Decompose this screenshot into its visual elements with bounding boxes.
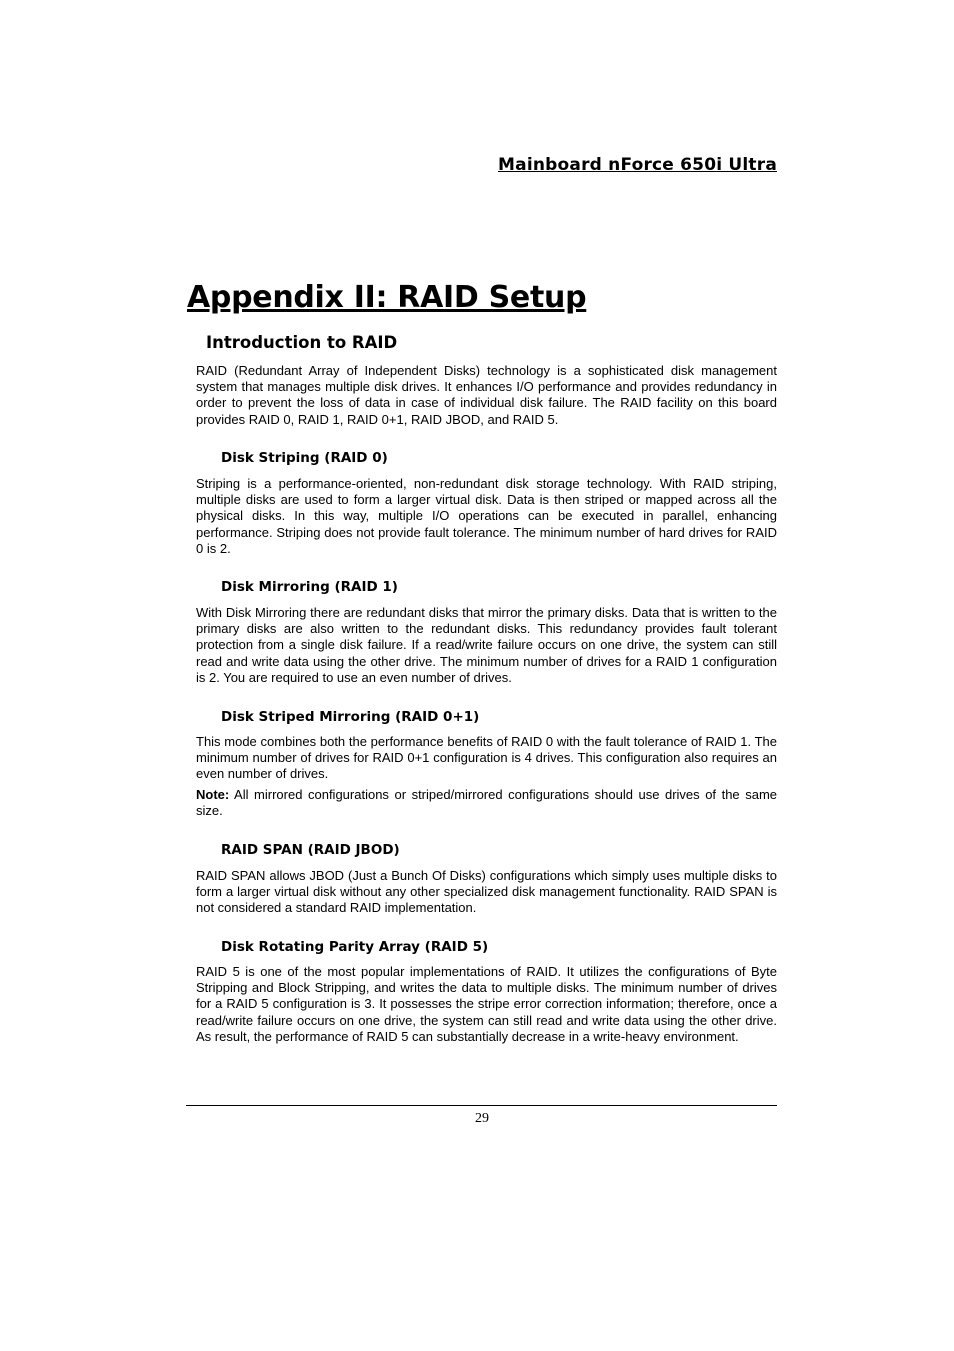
raid01-heading: Disk Striped Mirroring (RAID 0+1) [221,709,480,725]
footer-rule [186,1105,777,1106]
jbod-heading: RAID SPAN (RAID JBOD) [221,842,400,858]
intro-heading: Introduction to RAID [206,333,398,352]
raid5-heading: Disk Rotating Parity Array (RAID 5) [221,939,489,955]
raid0-paragraph: Striping is a performance-oriented, non-redundant disk storage technology. With RAID striping, multiple disks are used to form a larger virtual disk. Data is then striped or mapped across all the physical disks. In this way, multiple I/O operations can be executed in parallel, enhancing performance. Striping does not provide fault tolerance. The minimum number of hard drives for RAID 0 is 2. [196,476,777,556]
jbod-paragraph: RAID SPAN allows JBOD (Just a Bunch Of Disks) configurations which simply uses multiple disks to form a larger virtual disk without any other specialized disk management functionality. RAID SPAN is not considered a standard RAID implementation. [196,868,777,916]
page-number: 29 [475,1111,489,1126]
raid0-heading: Disk Striping (RAID 0) [221,450,388,466]
raid1-heading: Disk Mirroring (RAID 1) [221,579,398,595]
header-title: Mainboard nForce 650i Ultra [498,155,777,175]
note-text: All mirrored configurations or striped/mirrored configurations should use drives of the same size. [196,787,777,819]
intro-paragraph: RAID (Redundant Array of Independent Disks) technology is a sophisticated disk management system that manages multiple disk drives. It enhances I/O performance and provides redundancy in order to prevent the loss of data in case of individual disk failure. The RAID facility on this board provides RAID 0, RAID 1, RAID 0+1, RAID JBOD, and RAID 5. [196,363,777,427]
note-label: Note: [196,787,230,802]
raid01-note [196,787,777,819]
raid5-paragraph: RAID 5 is one of the most popular implementations of RAID. It utilizes the configurations of Byte Stripping and Block Stripping, and writes the data to multiple disks. The minimum number of drives for a RAID 5 configuration is 3. It possesses the stripe error correction information; therefore, once a read/write failure occurs on one drive, the system can still read and write data using the other drive. As result, the performance of RAID 5 can substantially decrease in a write-heavy environment. [196,964,777,1044]
appendix-title: Appendix II: RAID Setup [187,280,587,315]
raid01-paragraph: This mode combines both the performance benefits of RAID 0 with the fault tolerance of RAID 1. The minimum number of drives for RAID 0+1 configuration is 4 drives. This configuration also requires an even number of drives. [196,734,777,782]
raid1-paragraph: With Disk Mirroring there are redundant disks that mirror the primary disks. Data that is written to the primary disks are also written to the redundant disks. This redundancy provides fault tolerant protection from a single disk failure. If a read/write failure occurs on one drive, the system can still read and write data using the other drive. The minimum number of drives for a RAID 1 configuration is 2. You are required to use an even number of drives. [196,605,777,685]
